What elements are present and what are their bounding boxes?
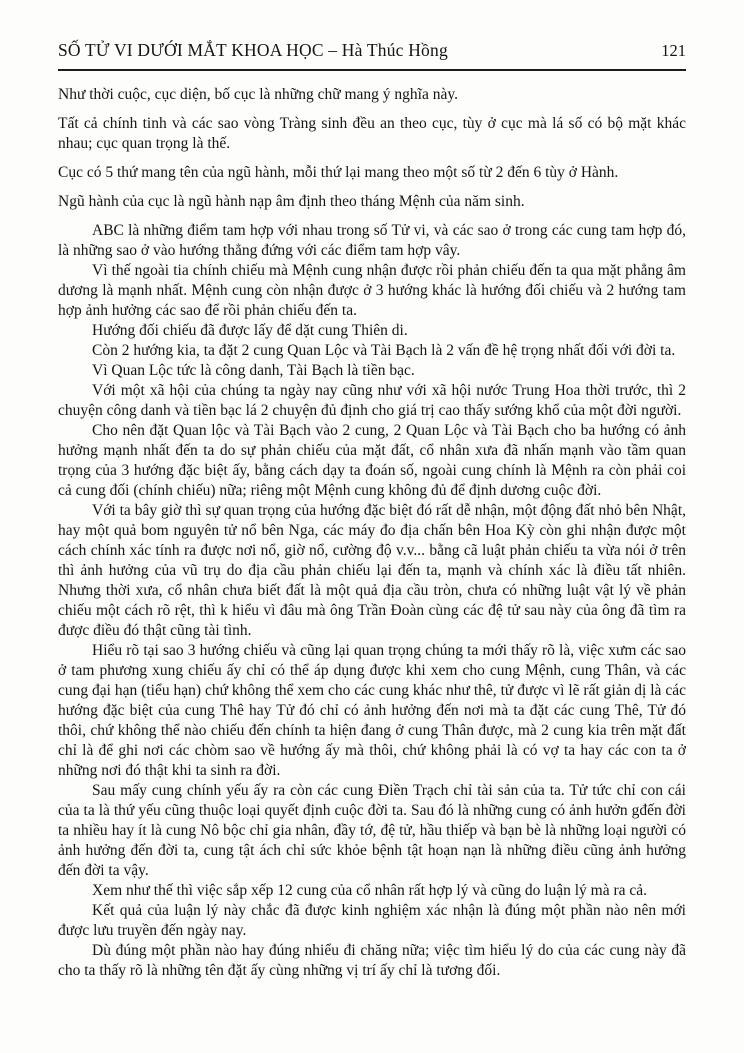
- paragraph: Dù đúng một phần nào hay đúng nhiểu đi chăng nữa; việc tìm hiểu lý do của các cung này đã cho ta thấy rõ là những tên đặt ấy cùng những vị trí ấy chỉ là tương đối.: [58, 942, 686, 979]
- paragraph: Hướng đối chiếu đã được lấy để dặt cung Thiên di.: [92, 322, 408, 339]
- header-divider-line: [58, 69, 686, 71]
- paragraph: Như thời cuộc, cục diện, bố cục là những chữ mang ý nghĩa này.: [58, 86, 458, 103]
- paragraph: Vì thế ngoài tia chính chiếu mà Mệnh cung nhận được rồi phản chiếu đến ta qua mặt phẳng âm dương là mạnh nhất. Mệnh cung còn nhận được ở 3 hướng khác là hướng đối chiếu và 2 hướng tam hợp ảnh hưởng các sao để rồi phản chiếu đến ta.: [58, 262, 686, 319]
- paragraph: Sau mấy cung chính yếu ấy ra còn các cung Điền Trạch chỉ tài sản của ta. Tử tức chỉ con cái của ta là thứ yếu cũng thuộc loại quyết định cuộc đời ta. Sau đó là những cung có ảnh hưởn gđến đời ta nhiều hay ít là cung Nô bộc chỉ gia nhân, đầy tớ, đệ tử, hầu thiếp và bạn bè là những loại người có ảnh hưởng đến đời ta, cung tật ách chỉ sức khỏe bệnh tật hoạn nạn là những điều cũng ảnh hưởng đến đời ta vậy.: [58, 782, 686, 879]
- paragraph: Hiểu rõ tại sao 3 hướng chiếu và cũng lại quan trọng chúng ta mới thấy rõ là, việc xưm các sao ở tam phương xung chiếu ấy chỉ có thể áp dụng được khi xem cho cung Mệnh, cung Thân, và các cung đại hạn (tiểu hạn) chứ không thể xem cho các cung khác như thê, tử được vì lẽ rất giản dị là các hướng đặc biệt của cung Thê hay Tử đó chỉ có ảnh hưởng đến nơi mà ta đặt các cung Thê, Tử đó thôi, chứ không thể nào chiếu đến chính ta hiện đang ở cung Thân được, mà 2 cung kia trên mặt đất chỉ là để ghi nơi các chòm sao về hướng ấy mà thôi, chứ không phải là có vợ ta hay các con ta ở những nơi đó thật khi ta sinh ra đời.: [58, 642, 686, 779]
- paragraph: ABC là những điểm tam hợp với nhau trong số Tử vi, và các sao ở trong các cung tam hợp đó, là những sao ở vào hướng thẳng đứng với các điểm tam hợp vây.: [58, 222, 686, 259]
- paragraph: Cục có 5 thứ mang tên của ngũ hành, mỗi thứ lại mang theo một số từ 2 đến 6 tùy ở Hành.: [58, 164, 619, 181]
- page-header: [58, 40, 686, 69]
- paragraph: Tất cả chính tinh và các sao vòng Tràng sinh đều an theo cục, tùy ở cục mà lá số có bộ mặt khác nhau; cục quan trọng là thế.: [58, 115, 686, 152]
- paragraph: Kết quả của luận lý này chắc đã được kinh nghiệm xác nhận là đúng một phần nào nên mới được lưu truyền đến ngày nay.: [58, 902, 686, 939]
- running-title: SỐ TỬ VI DƯỚI MẮT KHOA HỌC – Hà Thúc Hồng: [58, 40, 448, 60]
- page-number: 121: [661, 41, 686, 60]
- paragraph: Với một xã hội của chúng ta ngày nay cũng như với xã hội nước Trung Hoa thời trước, thì 2 chuyện công danh và tiền bạc lá 2 chuyện đủ định cho giá trị cao thấy sướng khổ của một đời người.: [58, 382, 686, 419]
- paragraph: Còn 2 hướng kia, ta đặt 2 cung Quan Lộc và Tài Bạch là 2 vấn đề hệ trọng nhất đối với đời ta.: [92, 342, 676, 359]
- paragraph: Vì Quan Lộc tức là công danh, Tài Bạch là tiền bạc.: [92, 362, 415, 379]
- paragraph: Cho nên đặt Quan lộc và Tài Bạch vào 2 cung, 2 Quan Lộc và Tài Bạch cho ba hướng có ảnh hưởng mạnh nhất đến ta do sự phản chiếu của mặt đất, cổ nhân xưa đã nhấn mạnh vào tầm quan trọng của 3 hướng đặc biệt ấy, bằng cách dạy ta đoán số, ngoài cung chính là Mệnh ra còn phải coi cả cung đối (chính chiếu) nữa; riêng một Mệnh cung không đủ để định dương cuộc đời.: [58, 422, 686, 499]
- paragraph: Xem như thế thì việc sắp xếp 12 cung của cổ nhân rất hợp lý và cũng do luận lý mà ra cả.: [92, 882, 648, 899]
- paragraph: Ngũ hành của cục là ngũ hành nạp âm định theo tháng Mệnh của năm sinh.: [58, 193, 525, 210]
- page-body: [58, 85, 686, 981]
- paragraph: Với ta bây giờ thì sự quan trọng của hướng đặc biệt đó rất dễ nhận, một động đất nhỏ bên Nhật, hay một quả bom nguyên tử nổ bên Nga, các máy đo địa chấn bên Hoa Kỳ còn ghi nhận được một cách chính xác tính ra được nơi nổ, giờ nổ, cường độ v.v... bằng cã luật phản chiếu ta vừa nói ở trên thì ảnh hưởng của vũ trụ do địa cầu phản chiếu lại đến ta, mạnh và chính xác là điều tất nhiên. Nhưng thời xưa, cổ nhân chưa biết đất là một quả địa cầu tròn, chưa có những luật vật lý về phản chiếu một cách rõ rệt, thì k hiểu vì đâu mà ông Trần Đoàn cùng các đệ tử sau này của ông đã tìm ra được điều đó thật cũng tài tình.: [58, 502, 686, 639]
